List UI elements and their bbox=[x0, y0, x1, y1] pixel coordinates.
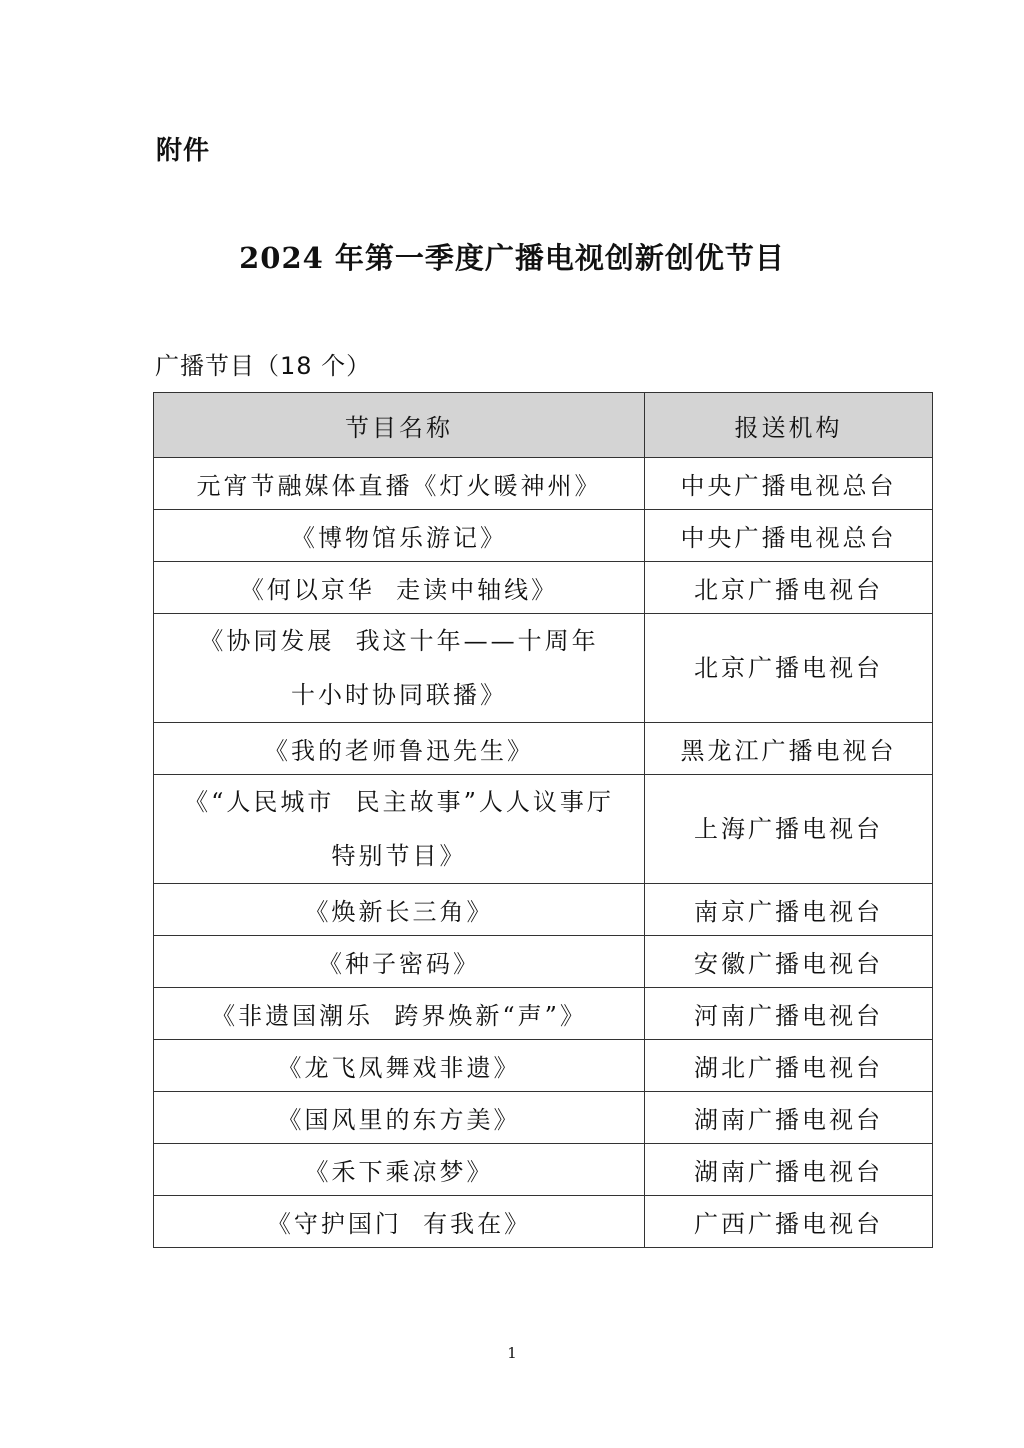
organization-cell: 中央广播电视总台 bbox=[645, 510, 933, 562]
table-row bbox=[154, 988, 933, 1040]
organization-cell: 河南广播电视台 bbox=[645, 988, 933, 1040]
program-name-line: 《非遗国潮乐 跨界焕新“声”》 bbox=[211, 1002, 587, 1030]
program-name-line: 元宵节融媒体直播《灯火暖神州》 bbox=[196, 472, 602, 500]
table-row bbox=[154, 510, 933, 562]
program-name-cell bbox=[154, 1144, 645, 1196]
program-name-line: 《我的老师鲁迅先生》 bbox=[264, 737, 534, 765]
program-name-line: 《种子密码》 bbox=[318, 950, 480, 978]
program-name-line: 十小时协同联播》 bbox=[291, 681, 507, 709]
organization-cell: 安徽广播电视台 bbox=[645, 936, 933, 988]
attachment-label: 附件 bbox=[156, 136, 211, 166]
program-name-cell bbox=[154, 884, 645, 936]
table-row bbox=[154, 458, 933, 510]
organization-cell: 湖南广播电视台 bbox=[645, 1144, 933, 1196]
organization-cell: 广西广播电视台 bbox=[645, 1196, 933, 1248]
program-name-line: 《国风里的东方美》 bbox=[277, 1106, 521, 1134]
program-name-line: 《守护国门 有我在》 bbox=[266, 1210, 532, 1238]
table-row bbox=[154, 884, 933, 936]
program-name-cell bbox=[154, 936, 645, 988]
program-name-line: 《何以京华 走读中轴线》 bbox=[239, 576, 559, 604]
header-organization: 报送机构 bbox=[645, 393, 933, 458]
program-name-cell bbox=[154, 510, 645, 562]
page-title: 2024 年第一季度广播电视创新创优节目 bbox=[239, 241, 785, 275]
program-name-line: 《禾下乘凉梦》 bbox=[304, 1158, 494, 1186]
organization-cell: 湖南广播电视台 bbox=[645, 1092, 933, 1144]
organization-cell: 上海广播电视台 bbox=[645, 775, 933, 884]
organization-cell: 黑龙江广播电视台 bbox=[645, 723, 933, 775]
program-name-line: 《焕新长三角》 bbox=[304, 898, 494, 926]
organization-cell: 南京广播电视台 bbox=[645, 884, 933, 936]
program-name-cell bbox=[154, 723, 645, 775]
table-row bbox=[154, 1040, 933, 1092]
program-name-cell bbox=[154, 458, 645, 510]
program-name-cell bbox=[154, 988, 645, 1040]
table-row bbox=[154, 614, 933, 723]
table-row bbox=[154, 1196, 933, 1248]
program-name-cell bbox=[154, 1196, 645, 1248]
table-row bbox=[154, 775, 933, 884]
header-program-name: 节目名称 bbox=[154, 393, 645, 458]
organization-cell: 湖北广播电视台 bbox=[645, 1040, 933, 1092]
program-table bbox=[153, 392, 933, 1248]
program-name-cell bbox=[154, 562, 645, 614]
program-name-cell bbox=[154, 1040, 645, 1092]
program-name-line: 《“人民城市 民主故事”人人议事厅 bbox=[184, 788, 614, 816]
program-name-line: 《博物馆乐游记》 bbox=[291, 524, 507, 552]
table-row bbox=[154, 1092, 933, 1144]
table-row bbox=[154, 723, 933, 775]
program-name-line: 《龙飞凤舞戏非遗》 bbox=[277, 1054, 521, 1082]
table-row bbox=[154, 936, 933, 988]
table-row bbox=[154, 1144, 933, 1196]
program-name-cell bbox=[154, 614, 645, 723]
organization-cell: 北京广播电视台 bbox=[645, 562, 933, 614]
program-name-line: 特别节目》 bbox=[331, 842, 467, 870]
organization-cell: 中央广播电视总台 bbox=[645, 458, 933, 510]
organization-cell: 北京广播电视台 bbox=[645, 614, 933, 723]
page-number: 1 bbox=[507, 1344, 517, 1362]
section-title: 广播节目（18 个） bbox=[155, 352, 372, 380]
program-name-line: 《协同发展 我这十年——十周年 bbox=[199, 627, 599, 655]
program-name-cell bbox=[154, 775, 645, 884]
table-header-row bbox=[154, 393, 933, 458]
table-row bbox=[154, 562, 933, 614]
program-name-cell bbox=[154, 1092, 645, 1144]
